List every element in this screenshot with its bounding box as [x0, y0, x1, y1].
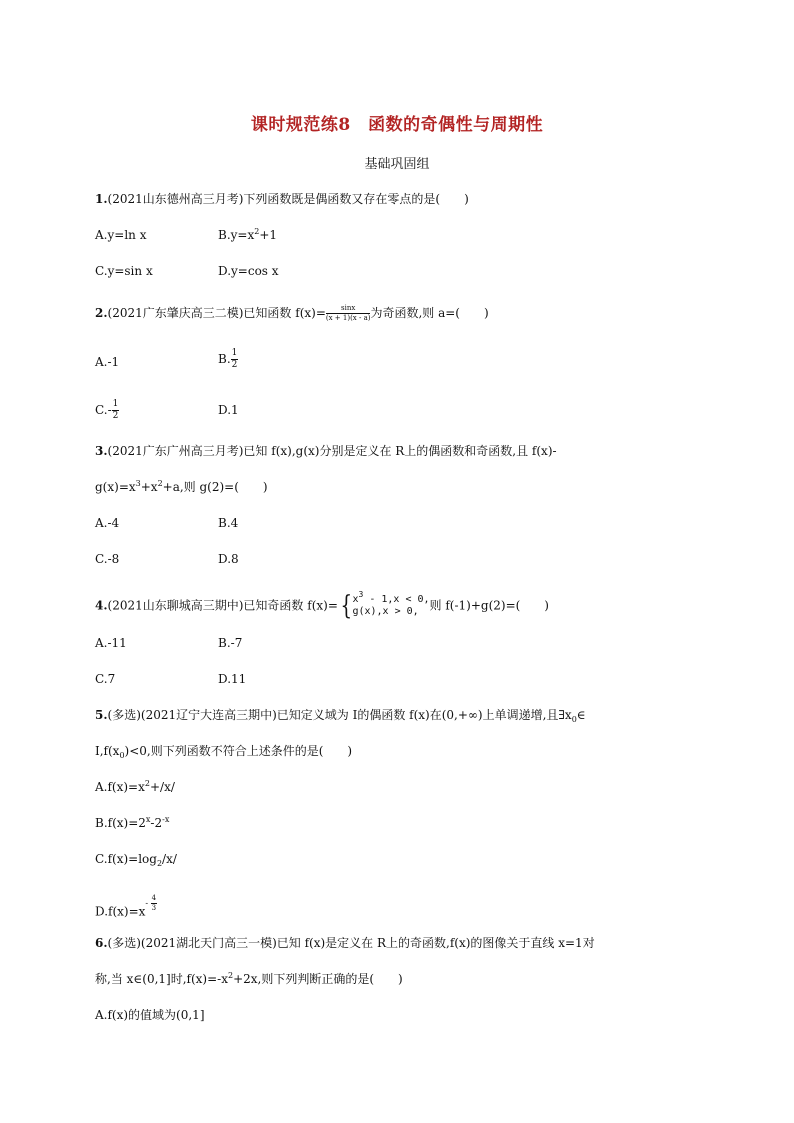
numerator: sinx [326, 305, 371, 314]
q5-option-b: $B.f(x)=2^x-2^{-x}$ [95, 815, 170, 830]
question-text: 为奇函数,则 a=( ) [370, 306, 489, 320]
exponent: -x [162, 815, 170, 824]
question-5-stem [95, 708, 586, 722]
page-title: 课时规范练8 函数的奇偶性与周期性 [250, 115, 544, 135]
q3-option-d: D.8 [218, 552, 239, 566]
question-6-stem [95, 936, 595, 950]
fraction [231, 349, 239, 370]
question-1-stem [95, 192, 469, 206]
question-text: g(x)=x [95, 480, 136, 494]
exponent: 2 [254, 227, 260, 236]
question-3-stem-line2 [95, 480, 268, 494]
option-text: B.y=x [218, 228, 255, 242]
exponent: 2 [157, 479, 163, 488]
q1-option-c: C.y=sin x [95, 264, 153, 278]
subscript: 2 [156, 859, 163, 868]
q6-option-a: A.f(x)的值域为(0,1] [95, 1008, 205, 1022]
section-subtitle: 基础巩固组 [364, 157, 430, 172]
question-text: (2021山东聊城高三期中)已知奇函数 f(x)= [107, 598, 338, 613]
denominator: (x + 1)(x - a) [325, 314, 371, 322]
q5-option-c: $C.f(x)=\log_2/x/$ [95, 852, 177, 868]
option-text: C.- [95, 403, 112, 417]
question-text: ∈ [576, 708, 586, 722]
question-text: (2021广东肇庆高三二模)已知函数 f(x)= [107, 306, 326, 320]
q2-option-b [218, 349, 238, 370]
q1-option-d: D.y=cos x [218, 264, 279, 278]
question-number: 4. [95, 598, 108, 613]
question-text: (2021广东广州高三月考)已知 f(x),g(x)分别是定义在 R上的偶函数和奇函数,且 f(x)- [107, 444, 557, 458]
q4-option-d: D.11 [218, 672, 247, 686]
question-2-stem [95, 305, 489, 322]
question-number: 1. [95, 192, 108, 206]
q4-option-c: C.7 [95, 672, 116, 686]
case-1: $x^3 - 1,x < 0$, [352, 590, 430, 605]
q3-option-b: B.4 [218, 516, 239, 530]
question-number: 5. [95, 708, 108, 722]
question-3-stem [95, 444, 557, 458]
subscript: 0 [119, 751, 125, 760]
q2-option-d: D.1 [218, 403, 239, 417]
question-text: +2x,则下列判断正确的是( ) [233, 972, 403, 986]
numerator: 1 [231, 348, 238, 358]
denominator: 2 [231, 360, 238, 370]
fraction: $\frac{4}{3}$ [151, 894, 157, 912]
numerator: 1 [112, 399, 119, 409]
q2-option-c [95, 400, 119, 421]
q5-option-d: D.f(x)=x- $\frac{4}{3}$ [95, 894, 157, 919]
question-number: 6. [95, 936, 108, 950]
q1-option-a: A.y=ln x [95, 228, 147, 242]
question-text: 称,当 x∈(0,1]时,f(x)=-x [95, 972, 228, 986]
question-text: (多选)(2021辽宁大连高三期中)已知定义域为 I的偶函数 f(x)在(0,+∞)上单调递增,且∃x [107, 708, 572, 722]
question-5-stem-line2 [95, 744, 352, 758]
exponent: 2 [228, 971, 234, 980]
question-text: )<0,则下列函数不符合上述条件的是( ) [124, 744, 353, 758]
q4-option-b: B.-7 [218, 636, 243, 650]
exponent: - $\frac{4}{3}$ [145, 894, 157, 912]
subscript: 0 [571, 715, 577, 724]
q2-option-a: A.-1 [95, 355, 120, 369]
option-text: +1 [259, 228, 278, 242]
case-2: g(x),x > 0, [352, 606, 419, 617]
question-text: (多选)(2021湖北天门高三一模)已知 f(x)是定义在 R上的奇函数,f(x)的图像关于直线 x=1对 [107, 936, 595, 950]
question-6-stem-line2 [95, 972, 403, 986]
q3-option-a: A.-4 [95, 516, 120, 530]
question-text: 则 f(-1)+g(2)=( ) [429, 598, 549, 613]
exponent: 3 [135, 479, 141, 488]
question-number: 3. [95, 444, 108, 458]
q1-option-b [218, 228, 277, 242]
question-text: (2021山东德州高三月考)下列函数既是偶函数又存在零点的是( ) [107, 192, 469, 206]
question-number: 2. [95, 306, 108, 320]
fraction [326, 305, 371, 322]
q5-option-a: $A.f(x)=x^2+/x/$ [95, 779, 175, 794]
question-4-stem [95, 590, 549, 621]
piecewise-cases [352, 590, 430, 618]
question-text: +x [140, 480, 158, 494]
option-text: B. [218, 352, 231, 366]
question-text: I,f(x [95, 744, 120, 758]
q4-option-a: A.-11 [95, 636, 127, 650]
brace: { [340, 591, 352, 621]
exponent: 2 [144, 779, 150, 788]
exponent: x [145, 815, 151, 824]
fraction [112, 400, 120, 421]
q3-option-c: C.-8 [95, 552, 120, 566]
denominator: 2 [112, 411, 119, 421]
question-text: +a,则 g(2)=( ) [162, 480, 268, 494]
